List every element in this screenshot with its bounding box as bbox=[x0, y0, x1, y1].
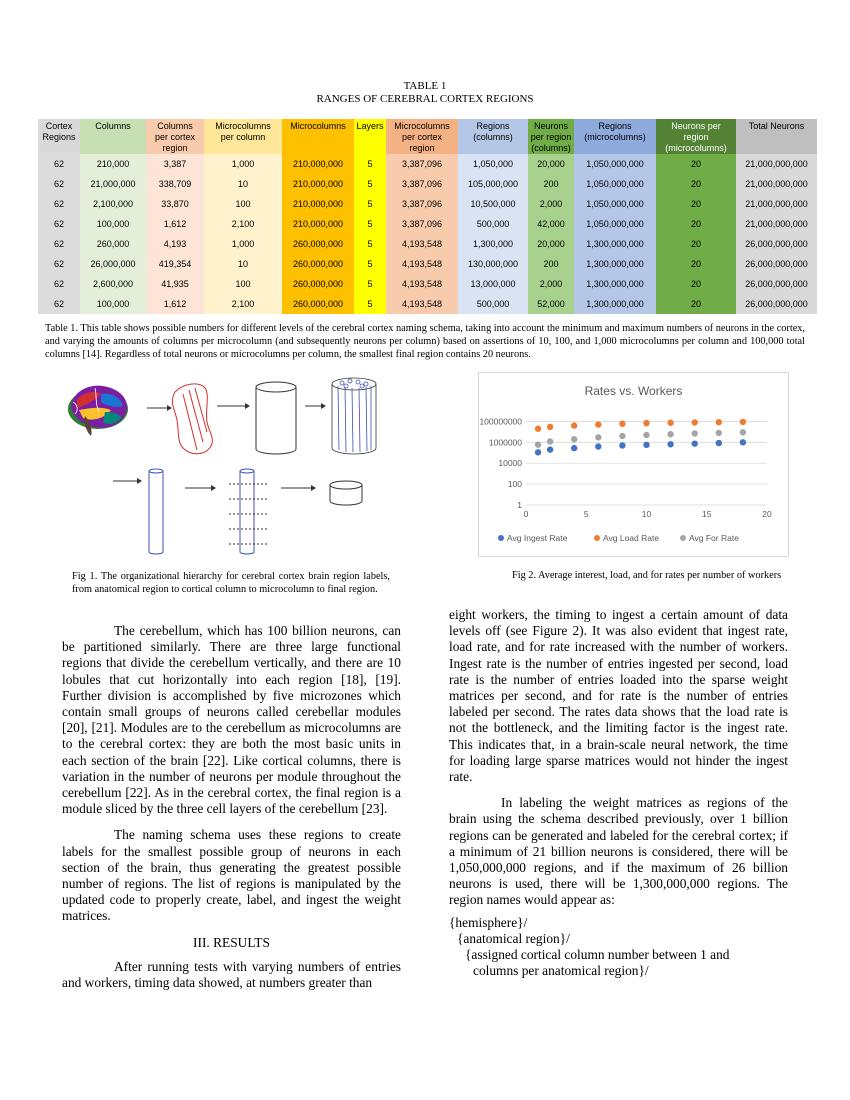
table-cell: 1,050,000,000 bbox=[574, 154, 656, 174]
table-header-line: (microcolumns) bbox=[584, 132, 646, 142]
table-cell: 26,000,000,000 bbox=[736, 274, 817, 294]
table-cell: 26,000,000,000 bbox=[736, 234, 817, 254]
table-header-cell bbox=[282, 119, 354, 154]
table-cell: 2,100,000 bbox=[80, 194, 146, 214]
table-cell: 130,000,000 bbox=[458, 254, 528, 274]
table-header-cell bbox=[354, 119, 386, 154]
table-header-cell bbox=[386, 119, 458, 154]
table-cell: 105,000,000 bbox=[458, 174, 528, 194]
paragraph-labeling: In labeling the weight matrices as regions of the brain using the schema described previously, over 1 billion regions can be generated and labeled for the cerebral cortex; if a minimum of 21 billion neurons is considered, there will be 1,050,000,000 regions, and if the maximum of 26 billion neurons is used, there will be 1,300,000,000 regions. The region names would appear as: bbox=[449, 795, 788, 908]
chart-points bbox=[535, 419, 746, 456]
table-cell: 5 bbox=[354, 254, 386, 274]
table-cell: 62 bbox=[38, 194, 80, 214]
y-tick-label: 1000000 bbox=[488, 437, 522, 448]
paragraph-cerebellum: The cerebellum, which has 100 billion neurons, can be partitioned similarly. There are three large functional regions that divide the cerebellum vertically, and there are 10 lobules that cut horizontally into each region [18], [19]. Further division is accomplished by five microzones which contain small groups of neurons called cerebellar modules [20], [21]. Modules are to the cerebellum as microcolumns are to the cerebral cortex: they are both the most basic units in each section of the brain [22]. Like cortical columns, there is variation in the number of neurons per module throughout the cerebellum [22]. As in the cerebral cortex, the final region is a module sliced by the three cell layers of the cerebellum [23]. bbox=[62, 623, 401, 817]
table-cell: 21,000,000,000 bbox=[736, 214, 817, 234]
table-header-line: (columns) bbox=[531, 143, 571, 153]
y-tick-label: 10000 bbox=[498, 458, 522, 469]
table-header-line: Regions bbox=[42, 132, 76, 142]
table-header-line: Regions bbox=[476, 121, 510, 131]
table-cell: 2,100 bbox=[204, 214, 282, 234]
table-row bbox=[38, 174, 817, 194]
table-cell: 20 bbox=[656, 274, 736, 294]
table-cell: 4,193,548 bbox=[386, 294, 458, 314]
data-point bbox=[740, 419, 746, 425]
table-header-line: per region bbox=[530, 132, 572, 142]
table-cell: 5 bbox=[354, 294, 386, 314]
arrow-icon bbox=[113, 478, 142, 484]
layered-microcolumn bbox=[229, 469, 267, 554]
path-cortical-column: {assigned cortical column number between 1 and bbox=[465, 947, 730, 963]
table-cell: 21,000,000,000 bbox=[736, 174, 817, 194]
arrow-icon bbox=[147, 405, 172, 411]
data-point bbox=[667, 420, 673, 426]
legend-marker bbox=[680, 535, 686, 541]
table-header-line: per column bbox=[220, 132, 266, 142]
table-cell: 260,000 bbox=[80, 234, 146, 254]
table-header-line: Microcolumns bbox=[215, 121, 271, 131]
table-title-line1: TABLE 1 bbox=[403, 80, 447, 92]
table-cell: 500,000 bbox=[458, 294, 528, 314]
table-row bbox=[38, 154, 817, 174]
paragraph-results-continued: eight workers, the timing to ingest a certain amount of data levels off (see Figure 2). It was also evident that ingest rate, load rate, and for rate increased with the number of workers. Ingest rate is the number of entries ingested per second, load rate is the number of entries loaded into the sparse weight matrices per second, and for rate is the number of entries labeled per second. The rates data shows that the load rate is not the bottleneck, and the limiting factor is the ingest rate. This indicates that, in a brain-scale neural network, the time for loading large sparse matrices would not hinder the ingest rate. bbox=[449, 607, 788, 785]
data-point bbox=[547, 446, 553, 452]
table-row bbox=[38, 294, 817, 314]
arrow-icon bbox=[185, 485, 216, 491]
path-hemisphere: {hemisphere}/ bbox=[449, 914, 528, 930]
table-cell: 62 bbox=[38, 174, 80, 194]
table-cell: 260,000,000 bbox=[282, 274, 354, 294]
table-cell: 1,050,000,000 bbox=[574, 194, 656, 214]
figure1-caption: Fig 1. The organizational hierarchy for cerebral cortex brain region labels, from anatomical region to cortical column to microcolumn to final region. bbox=[72, 571, 390, 595]
table-cell: 62 bbox=[38, 214, 80, 234]
table-cell: 3,387,096 bbox=[386, 154, 458, 174]
data-point bbox=[547, 438, 553, 444]
data-point bbox=[571, 445, 577, 451]
cortical-column-cylinder bbox=[256, 382, 296, 454]
data-point bbox=[595, 434, 601, 440]
table-cell: 1,300,000 bbox=[458, 234, 528, 254]
legend-marker bbox=[498, 535, 504, 541]
data-point bbox=[740, 429, 746, 435]
table-cell: 33,870 bbox=[146, 194, 204, 214]
data-point bbox=[571, 436, 577, 442]
table-cell: 1,000 bbox=[204, 234, 282, 254]
table-cell: 1,300,000,000 bbox=[574, 274, 656, 294]
data-point bbox=[643, 432, 649, 438]
data-point bbox=[740, 439, 746, 445]
data-point bbox=[619, 421, 625, 427]
brain-illustration bbox=[68, 386, 128, 436]
left-column bbox=[62, 623, 401, 991]
data-point bbox=[595, 443, 601, 449]
chart-x-ticks bbox=[524, 509, 772, 519]
table-header-cell bbox=[574, 119, 656, 154]
x-tick-label: 0 bbox=[523, 509, 529, 519]
x-tick-label: 20 bbox=[762, 509, 772, 519]
paragraph-results-start: After running tests with varying numbers of entries and workers, timing data showed, at numbers greater than bbox=[62, 958, 401, 991]
regions-table bbox=[38, 119, 817, 314]
hierarchy-diagram bbox=[65, 372, 395, 567]
table-cell: 1,050,000 bbox=[458, 154, 528, 174]
table-cell: 100,000 bbox=[80, 294, 146, 314]
table-cell: 62 bbox=[38, 274, 80, 294]
table-cell: 62 bbox=[38, 234, 80, 254]
table-cell: 2,100 bbox=[204, 294, 282, 314]
table-header-line: (microcolumns) bbox=[665, 143, 727, 153]
table-cell: 13,000,000 bbox=[458, 274, 528, 294]
table-cell: 210,000 bbox=[80, 154, 146, 174]
data-point bbox=[619, 433, 625, 439]
table-cell: 100 bbox=[204, 194, 282, 214]
table-cell: 1,612 bbox=[146, 294, 204, 314]
table-cell: 26,000,000 bbox=[80, 254, 146, 274]
table-header-line: (columns) bbox=[473, 132, 513, 142]
table-cell: 20,000 bbox=[528, 154, 574, 174]
table-cell: 2,000 bbox=[528, 194, 574, 214]
table-cell: 260,000,000 bbox=[282, 294, 354, 314]
table-header-line: Neurons bbox=[533, 121, 569, 131]
table-header-line: Microcolumns bbox=[290, 121, 346, 131]
legend-label: Avg Load Rate bbox=[603, 533, 660, 543]
table-cell: 1,000 bbox=[204, 154, 282, 174]
table-cell: 5 bbox=[354, 154, 386, 174]
table-header-cell bbox=[736, 119, 817, 154]
table-cell: 10 bbox=[204, 174, 282, 194]
table-cell: 62 bbox=[38, 294, 80, 314]
data-point bbox=[571, 422, 577, 428]
table-header-row bbox=[38, 119, 817, 154]
table-header-cell bbox=[528, 119, 574, 154]
table-cell: 210,000,000 bbox=[282, 174, 354, 194]
table-cell: 20 bbox=[656, 254, 736, 274]
table-cell: 20 bbox=[656, 294, 736, 314]
data-point bbox=[547, 424, 553, 430]
table-cell: 26,000,000,000 bbox=[736, 294, 817, 314]
data-point bbox=[692, 430, 698, 436]
table-header-line: per cortex bbox=[401, 132, 443, 142]
final-region-disk bbox=[330, 481, 362, 505]
data-point bbox=[692, 440, 698, 446]
table-cell: 3,387,096 bbox=[386, 174, 458, 194]
table-caption: Table 1. This table shows possible numbers for different levels of the cerebral cortex naming schema, taking into account the minimum and maximum numbers of neurons in the cortex, and varying the amounts of columns per microcolumn (and subsequently neurons per column) based on assertions of 10, 100, and 1,000 microcolumns per column and 100,000 total columns [14]. Regardless of total neurons or microcolumns per column, the smallest final region contains 20 neurons. bbox=[45, 323, 805, 360]
table-cell: 4,193,548 bbox=[386, 254, 458, 274]
legend-label: Avg For Rate bbox=[689, 533, 739, 543]
table-cell: 200 bbox=[528, 174, 574, 194]
table-cell: 260,000,000 bbox=[282, 234, 354, 254]
chart-y-ticks bbox=[479, 416, 522, 510]
legend-label: Avg Ingest Rate bbox=[507, 533, 568, 543]
table-cell: 5 bbox=[354, 214, 386, 234]
table-cell: 62 bbox=[38, 254, 80, 274]
table-cell: 1,050,000,000 bbox=[574, 174, 656, 194]
table-header-cell bbox=[656, 119, 736, 154]
table-header-line: region bbox=[409, 143, 435, 153]
table-cell: 1,300,000,000 bbox=[574, 234, 656, 254]
table-cell: 100,000 bbox=[80, 214, 146, 234]
data-point bbox=[716, 430, 722, 436]
table-header-line: Regions bbox=[598, 121, 632, 131]
microcolumn-bundle bbox=[332, 378, 376, 454]
table-cell: 500,000 bbox=[458, 214, 528, 234]
y-tick-label: 1 bbox=[517, 500, 522, 510]
data-point bbox=[667, 441, 673, 447]
x-tick-label: 15 bbox=[702, 509, 712, 519]
table-header-line: Cortex bbox=[45, 121, 73, 131]
table-cell: 3,387 bbox=[146, 154, 204, 174]
table-cell: 4,193 bbox=[146, 234, 204, 254]
paragraph-naming-schema: The naming schema uses these regions to create labels for the smallest possible group of neurons in each section of the brain, thus generating the greatest possible number of regions. The list of regions is manipulated by the updated code to properly create, label, and ingest the weight matrices. bbox=[62, 827, 401, 924]
table-cell: 5 bbox=[354, 174, 386, 194]
table-cell: 1,612 bbox=[146, 214, 204, 234]
table-cell: 21,000,000,000 bbox=[736, 194, 817, 214]
table-cell: 20,000 bbox=[528, 234, 574, 254]
chart-title: Rates vs. Workers bbox=[584, 384, 683, 398]
table-cell: 5 bbox=[354, 234, 386, 254]
table-header-line: Columns bbox=[95, 121, 131, 131]
table-cell: 3,387,096 bbox=[386, 194, 458, 214]
table-cell: 3,387,096 bbox=[386, 214, 458, 234]
data-point bbox=[535, 426, 541, 432]
table-cell: 20 bbox=[656, 194, 736, 214]
table-cell: 20 bbox=[656, 154, 736, 174]
table-cell: 419,354 bbox=[146, 254, 204, 274]
data-point bbox=[667, 431, 673, 437]
table-row bbox=[38, 274, 817, 294]
data-point bbox=[535, 441, 541, 447]
table-cell: 2,000 bbox=[528, 274, 574, 294]
table-cell: 2,600,000 bbox=[80, 274, 146, 294]
section-heading-results: III. RESULTS bbox=[193, 934, 270, 950]
table-cell: 41,935 bbox=[146, 274, 204, 294]
table-header-line: region bbox=[162, 143, 188, 153]
table-cell: 1,300,000,000 bbox=[574, 254, 656, 274]
table-cell: 1,050,000,000 bbox=[574, 214, 656, 234]
y-tick-label: 100 bbox=[507, 479, 522, 490]
table-header-cell bbox=[204, 119, 282, 154]
table-cell: 20 bbox=[656, 234, 736, 254]
table-header-line: Microcolumns bbox=[394, 121, 450, 131]
table-cell: 210,000,000 bbox=[282, 154, 354, 174]
table-row bbox=[38, 254, 817, 274]
data-point bbox=[716, 419, 722, 425]
path-cortical-column-cont: columns per anatomical region}/ bbox=[473, 963, 649, 979]
data-point bbox=[692, 419, 698, 425]
arrow-icon bbox=[217, 403, 250, 409]
table-body bbox=[38, 154, 817, 314]
table-cell: 21,000,000,000 bbox=[736, 154, 817, 174]
table-cell: 20 bbox=[656, 214, 736, 234]
table-cell: 26,000,000,000 bbox=[736, 254, 817, 274]
figure2-caption bbox=[458, 569, 788, 582]
table-cell: 10,500,000 bbox=[458, 194, 528, 214]
table-header-line: region bbox=[683, 132, 709, 142]
data-point bbox=[535, 449, 541, 455]
table-cell: 52,000 bbox=[528, 294, 574, 314]
anatomical-region-slice bbox=[172, 384, 212, 454]
data-point bbox=[619, 442, 625, 448]
table-cell: 210,000,000 bbox=[282, 194, 354, 214]
table-title-line2: RANGES OF CEREBRAL CORTEX REGIONS bbox=[316, 93, 534, 105]
table-cell: 62 bbox=[38, 154, 80, 174]
table-header-line: Total Neurons bbox=[748, 121, 805, 131]
chart-legend bbox=[498, 533, 739, 543]
table-cell: 5 bbox=[354, 194, 386, 214]
microcolumn-cylinder bbox=[149, 469, 163, 554]
data-point bbox=[643, 442, 649, 448]
y-tick-label: 100000000 bbox=[479, 416, 522, 427]
x-tick-label: 10 bbox=[641, 509, 652, 519]
table-cell: 4,193,548 bbox=[386, 234, 458, 254]
table-row bbox=[38, 214, 817, 234]
table-cell: 338,709 bbox=[146, 174, 204, 194]
table-title bbox=[0, 80, 850, 106]
table-header-cell bbox=[38, 119, 80, 154]
rates-chart bbox=[478, 372, 789, 557]
table-cell: 20 bbox=[656, 174, 736, 194]
table-cell: 42,000 bbox=[528, 214, 574, 234]
table-cell: 10 bbox=[204, 254, 282, 274]
data-point bbox=[643, 420, 649, 426]
table-cell: 210,000,000 bbox=[282, 214, 354, 234]
table-header-line: Columns bbox=[157, 121, 193, 131]
table-row bbox=[38, 194, 817, 214]
table-header-cell bbox=[80, 119, 146, 154]
table-cell: 200 bbox=[528, 254, 574, 274]
table-cell: 4,193,548 bbox=[386, 274, 458, 294]
table-row bbox=[38, 234, 817, 254]
table-cell: 21,000,000 bbox=[80, 174, 146, 194]
arrow-icon bbox=[281, 485, 316, 491]
path-anatomical-region: {anatomical region}/ bbox=[457, 930, 570, 946]
table-header-line: per cortex bbox=[154, 132, 196, 142]
x-tick-label: 5 bbox=[583, 509, 589, 519]
data-point bbox=[595, 421, 601, 427]
table-cell: 260,000,000 bbox=[282, 254, 354, 274]
table-header-line: Layers bbox=[356, 121, 384, 131]
figure2-caption-text: Fig 2. Average interest, load, and for rates per number of workers bbox=[512, 570, 782, 581]
table-header-line: Neurons per bbox=[671, 121, 721, 131]
table-cell: 100 bbox=[204, 274, 282, 294]
right-column bbox=[449, 607, 788, 979]
table-header-cell bbox=[458, 119, 528, 154]
table-cell: 1,300,000,000 bbox=[574, 294, 656, 314]
table-header-cell bbox=[146, 119, 204, 154]
table-cell: 5 bbox=[354, 274, 386, 294]
data-point bbox=[716, 440, 722, 446]
arrow-icon bbox=[305, 403, 326, 409]
legend-marker bbox=[594, 535, 600, 541]
